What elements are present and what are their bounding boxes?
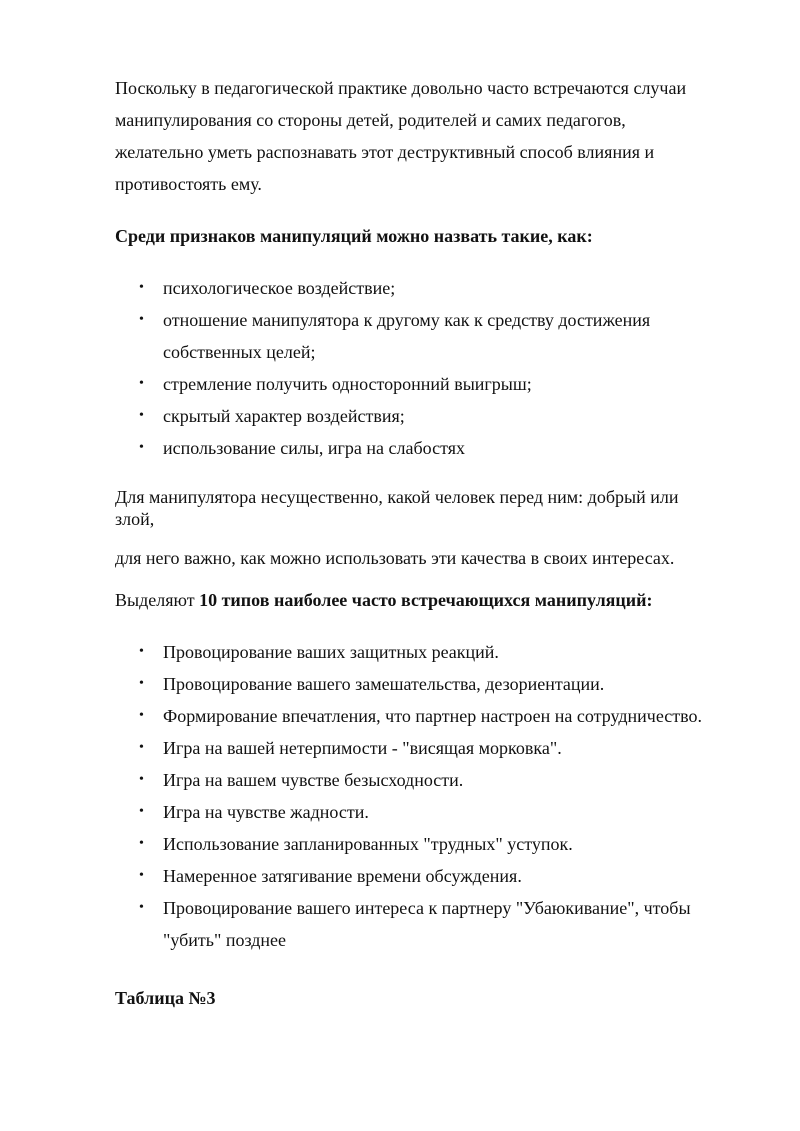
bullet-icon: •	[139, 804, 144, 819]
table-title: Таблица №3	[115, 988, 216, 1008]
bullet-icon: •	[139, 708, 144, 723]
list-item: • Намеренное затягивание времени обсуждения.	[115, 860, 725, 892]
bullet-icon: •	[139, 740, 144, 755]
note-line: для него важно, как можно использовать эти качества в своих интересах.	[115, 548, 675, 568]
signs-list	[115, 272, 725, 464]
intro-paragraph	[115, 72, 725, 200]
bullet-icon: •	[139, 644, 144, 659]
list-item: • Игра на вашем чувстве безысходности.	[115, 764, 725, 796]
list-item: • Провоцирование вашего интереса к партнеру "Убаюкивание", чтобы "убить" позднее	[115, 892, 725, 956]
intro-line: противостоять ему.	[115, 174, 262, 194]
list-item: • Провоцирование ваших защитных реакций.	[115, 636, 725, 668]
note-line: злой,	[115, 509, 155, 529]
intro-line: манипулирования со стороны детей, родителей и самих педагогов,	[115, 110, 626, 130]
bullet-icon: •	[139, 836, 144, 851]
list-item: • Провоцирование вашего замешательства, дезориентации.	[115, 668, 725, 700]
bullet-icon: •	[139, 312, 144, 327]
intro-line: желательно уметь распознавать этот деструктивный способ влияния и	[115, 142, 655, 162]
list-item: • Использование запланированных "трудных" уступок.	[115, 828, 725, 860]
list-item: • стремление получить односторонний выигрыш;	[115, 368, 725, 400]
bullet-icon: •	[139, 772, 144, 787]
types-heading: Выделяют 10 типов наиболее часто встречающихся манипуляций:	[115, 590, 653, 610]
list-item: • отношение манипулятора к другому как к средству достижения собственных целей;	[115, 304, 725, 368]
list-item: • скрытый характер воздействия;	[115, 400, 725, 432]
list-item: • Формирование впечатления, что партнер настроен на сотрудничество.	[115, 700, 725, 732]
list-item: • Игра на чувстве жадности.	[115, 796, 725, 828]
bullet-icon: •	[139, 440, 144, 455]
list-item: • использование силы, игра на слабостях	[115, 432, 725, 464]
list-item: • Игра на вашей нетерпимости - "висящая морковка".	[115, 732, 725, 764]
list-item: • психологическое воздействие;	[115, 272, 725, 304]
document-page	[115, 70, 725, 1014]
note-paragraph	[115, 486, 725, 530]
bullet-icon: •	[139, 408, 144, 423]
types-heading-bold: 10 типов наиболее часто встречающихся манипуляций:	[199, 590, 653, 610]
bullet-icon: •	[139, 868, 144, 883]
note-line: Для манипулятора несущественно, какой человек перед ним: добрый или	[115, 487, 679, 507]
bullet-icon: •	[139, 376, 144, 391]
bullet-icon: •	[139, 280, 144, 295]
signs-heading: Среди признаков манипуляций можно назвать такие, как:	[115, 226, 593, 246]
bullet-icon: •	[139, 900, 144, 915]
bullet-icon: •	[139, 676, 144, 691]
intro-line: Поскольку в педагогической практике довольно часто встречаются случаи	[115, 78, 687, 98]
types-list	[115, 636, 725, 956]
